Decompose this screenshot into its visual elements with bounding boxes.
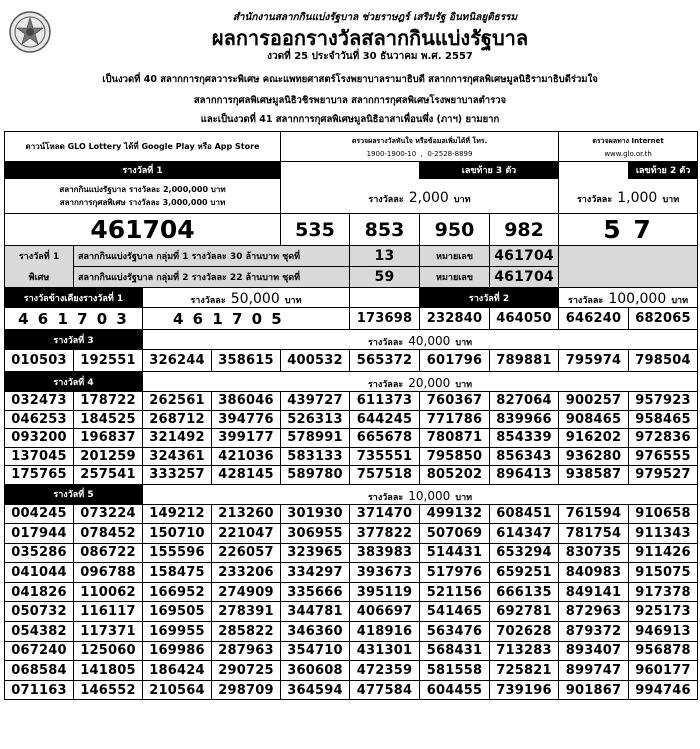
- prize5-number: 041826: [5, 582, 74, 602]
- prize4-number: 938587: [559, 466, 629, 485]
- prize4-row: [5, 410, 698, 429]
- prize3-number: 789881: [490, 350, 559, 372]
- prize5-header: [5, 484, 698, 504]
- prize4-number: 979527: [629, 466, 698, 485]
- prize5-number: 692781: [490, 602, 559, 622]
- prize5-number: 604455: [420, 680, 490, 700]
- prize4-number: 908465: [559, 410, 629, 429]
- prize5-label: รางวัลที่ 5: [5, 484, 143, 504]
- prize2-number: 464050: [490, 308, 559, 330]
- prize1-desc-1: สลากกินแบ่งรัฐบาล รางวัลละ 2,000,000 บาท: [59, 185, 226, 194]
- prize4-number: 957923: [629, 392, 698, 411]
- prize5-number: 659251: [490, 563, 559, 583]
- prize5-amount-prefix: รางวัลละ: [367, 492, 404, 503]
- results-header: [0, 0, 700, 130]
- prize4-number: 268712: [143, 410, 212, 429]
- prize4-number: 644245: [350, 410, 420, 429]
- prize5-number: 899747: [559, 661, 629, 681]
- prize1-label: รางวัลที่ 1: [5, 162, 281, 179]
- prize4-header: [5, 372, 698, 392]
- prize5-number: 994746: [629, 680, 698, 700]
- prize4-number: 757518: [350, 466, 420, 485]
- special-number-1: 461704: [490, 246, 559, 267]
- prize5-number: 901867: [559, 680, 629, 700]
- prize5-number: 158475: [143, 563, 212, 583]
- prize5-number: 301930: [281, 504, 350, 524]
- prize5-number: 169505: [143, 602, 212, 622]
- special-numlabel-2: หมายเลข: [420, 267, 490, 288]
- prize3-number: 010503: [5, 350, 74, 372]
- charity-line-1: เป็นงวดที่ 40 สลากการกุศลวาระพิเศษ คณะแพทยศาสตร์โรงพยาบาลรามาธิบดี สลากการกุศลพิเศษมูลนิธิรามาธิบดีร่วมใจ: [102, 74, 598, 85]
- results-table: [4, 131, 698, 700]
- prize5-number: 169986: [143, 641, 212, 661]
- prize5-number: 911343: [629, 524, 698, 544]
- prize4-number: 201259: [74, 447, 143, 466]
- prize4-number: 526313: [281, 410, 350, 429]
- prize5-number: 306955: [281, 524, 350, 544]
- prize5-number: 499132: [420, 504, 490, 524]
- prize3-header: [5, 330, 698, 350]
- prize4-number: 760367: [420, 392, 490, 411]
- prize5-number: 563476: [420, 622, 490, 642]
- prize4-number: 184525: [74, 410, 143, 429]
- prize3-number: 358615: [212, 350, 281, 372]
- near-prize2-numbers: [5, 308, 698, 330]
- prize5-number: 830735: [559, 543, 629, 563]
- last2-label: เลขท้าย 2 ตัว: [629, 162, 698, 179]
- prize5-number: 581558: [420, 661, 490, 681]
- prize5-number: 879372: [559, 622, 629, 642]
- prize5-number: 073224: [74, 504, 143, 524]
- front3-amount: [281, 179, 559, 214]
- prize5-number: 393673: [350, 563, 420, 583]
- prize4-number: 578991: [281, 429, 350, 448]
- prize5-number: 507069: [420, 524, 490, 544]
- last2-amount-suffix: บาท: [662, 194, 680, 205]
- prize5-number: 418916: [350, 622, 420, 642]
- prize5-number: 713283: [490, 641, 559, 661]
- prize4-number: 257541: [74, 466, 143, 485]
- prize5-number: 186424: [143, 661, 212, 681]
- near1-number-2: 4 6 1 7 0 5: [143, 308, 350, 330]
- prize4-number: 856343: [490, 447, 559, 466]
- front3-number: 982: [490, 214, 559, 246]
- prize5-number: 166952: [143, 582, 212, 602]
- prize5-row: [5, 602, 698, 622]
- prize5-number: 221047: [212, 524, 281, 544]
- prize3-amount: [143, 330, 698, 350]
- prize5-number: 517976: [420, 563, 490, 583]
- prize4-number: 665678: [350, 429, 420, 448]
- prize4-row: [5, 447, 698, 466]
- prize5-number: 960177: [629, 661, 698, 681]
- prize5-number: 323965: [281, 543, 350, 563]
- prize5-number: 666135: [490, 582, 559, 602]
- prize3-number: 326244: [143, 350, 212, 372]
- prize-amount-row: [5, 179, 698, 214]
- prize5-number: 383983: [350, 543, 420, 563]
- prize4-number: 839966: [490, 410, 559, 429]
- special-number-2: 461704: [490, 267, 559, 288]
- prize5-row: [5, 622, 698, 642]
- prize5-number: 344781: [281, 602, 350, 622]
- prize4-number: 428145: [212, 466, 281, 485]
- prize5-amount-value: 10,000: [408, 488, 451, 503]
- prize4-number: 896413: [490, 466, 559, 485]
- prize4-number: 386046: [212, 392, 281, 411]
- prize5-number: 004245: [5, 504, 74, 524]
- prize5-row: [5, 524, 698, 544]
- prize2-number: 646240: [559, 308, 629, 330]
- near1-amount-prefix: รางวัลละ: [190, 296, 226, 306]
- prize5-number: 068584: [5, 661, 74, 681]
- special-set-2: 59: [350, 267, 420, 288]
- prize5-number: 915075: [629, 563, 698, 583]
- special-label-2: พิเศษ: [5, 267, 74, 288]
- last2-amount-prefix: รางวัลละ: [576, 194, 613, 205]
- prize5-number: 893407: [559, 641, 629, 661]
- last2-amount-value: 1,000: [617, 189, 658, 206]
- prize5-number: 054382: [5, 622, 74, 642]
- phone-2: 0-2528-8899: [427, 149, 473, 158]
- prize4-number: 321492: [143, 429, 212, 448]
- prize4-number: 196837: [74, 429, 143, 448]
- prize5-number: 210564: [143, 680, 212, 700]
- near1-number-1: 4 6 1 7 0 3: [5, 308, 143, 330]
- prize5-number: 917378: [629, 582, 698, 602]
- prize2-number: 232840: [420, 308, 490, 330]
- prize5-number: 096788: [74, 563, 143, 583]
- prize5-row: [5, 661, 698, 681]
- prize4-number: 611373: [350, 392, 420, 411]
- prize3-number: 795974: [559, 350, 629, 372]
- prize5-number: 285822: [212, 622, 281, 642]
- prize4-number: 137045: [5, 447, 74, 466]
- prize4-number: 324361: [143, 447, 212, 466]
- prize5-amount-suffix: บาท: [455, 492, 473, 503]
- prize4-number: 394776: [212, 410, 281, 429]
- prize4-row: [5, 466, 698, 485]
- prize5-row: [5, 582, 698, 602]
- prize4-number: 972836: [629, 429, 698, 448]
- prize4-number: 093200: [5, 429, 74, 448]
- prize5-number: 335666: [281, 582, 350, 602]
- prize4-number: 936280: [559, 447, 629, 466]
- prize5-number: 067240: [5, 641, 74, 661]
- info-row: [5, 132, 698, 162]
- prize3-number: 192551: [74, 350, 143, 372]
- prize5-number: 149212: [143, 504, 212, 524]
- prize5-number: 541465: [420, 602, 490, 622]
- special-desc-1: สลากกินแบ่งรัฐบาล กลุ่มที่ 1 รางวัลละ 30 ล้านบาท ชุดที่: [74, 246, 350, 267]
- draw-date: งวดที่ 25 ประจำวันที่ 30 ธันวาคม พ.ศ. 2557: [267, 51, 473, 62]
- prize5-number: 017944: [5, 524, 74, 544]
- last2-number: 5 7: [559, 214, 698, 246]
- prize4-number: 780871: [420, 429, 490, 448]
- internet-url[interactable]: www.glo.or.th: [604, 149, 652, 158]
- phone-numbers: 1900-1900-10 , 0-2528-8899: [366, 149, 473, 158]
- prize5-number: 514431: [420, 543, 490, 563]
- prize4-number: 178722: [74, 392, 143, 411]
- front3-label: เลขท้าย 3 ตัว: [420, 162, 559, 179]
- prize5-number: 614347: [490, 524, 559, 544]
- prize5-number: 371470: [350, 504, 420, 524]
- prize5-number: 086722: [74, 543, 143, 563]
- prize5-row: [5, 543, 698, 563]
- front3-amount-prefix: รางวัลละ: [368, 194, 404, 205]
- prize5-number: 169955: [143, 622, 212, 642]
- prize5-number: 910658: [629, 504, 698, 524]
- prize5-row: [5, 563, 698, 583]
- last2-amount: [559, 179, 698, 214]
- special-set-1: 13: [350, 246, 420, 267]
- prize3-label: รางวัลที่ 3: [5, 330, 143, 350]
- prize4-number: 175765: [5, 466, 74, 485]
- prize4-number: 399177: [212, 429, 281, 448]
- page-title: ผลการออกรางวัลสลากกินแบ่งรัฐบาล: [211, 26, 529, 50]
- prize2-amount-prefix: รางวัลละ: [568, 296, 604, 306]
- prize5-number: 035286: [5, 543, 74, 563]
- prize4-number: 976555: [629, 447, 698, 466]
- prize5-number: 274909: [212, 582, 281, 602]
- prize4-row: [5, 392, 698, 411]
- spacer-a: [281, 162, 420, 179]
- prize5-number: 377822: [350, 524, 420, 544]
- special-row-2: [5, 267, 698, 288]
- prize3-number: 565372: [350, 350, 420, 372]
- prize4-number: 795850: [420, 447, 490, 466]
- prize5-number: 290725: [212, 661, 281, 681]
- prize5-numbers: [5, 504, 698, 700]
- prize4-amount: [143, 372, 698, 392]
- prize5-number: 146552: [74, 680, 143, 700]
- prize1-desc: [5, 179, 281, 214]
- special-blank-1: [559, 246, 698, 267]
- prize5-number: 653294: [490, 543, 559, 563]
- prize2-label: รางวัลที่ 2: [420, 288, 559, 308]
- main-numbers-row: [5, 214, 698, 246]
- prize4-number: 589780: [281, 466, 350, 485]
- office-line: สำนักงานสลากกินแบ่งรัฐบาล ช่วยราษฎร์ เสริมรัฐ อินทนิลยูติธรรม: [232, 12, 518, 23]
- prize2-amount-value: 100,000: [608, 291, 667, 307]
- phone-1: 1900-1900-10: [366, 149, 417, 158]
- prize1-desc-2: สลากการกุศลพิเศษ รางวัลละ 3,000,000 บาท: [59, 198, 226, 207]
- prize5-number: 568431: [420, 641, 490, 661]
- prize4-amount-prefix: รางวัลละ: [367, 380, 404, 390]
- prize4-number: 827064: [490, 392, 559, 411]
- internet-check: [559, 132, 698, 162]
- prize5-number: 346360: [281, 622, 350, 642]
- prize5-number: 041044: [5, 563, 74, 583]
- near1-amount-value: 50,000: [230, 291, 280, 307]
- spacer-c: [350, 288, 420, 308]
- prize5-number: 213260: [212, 504, 281, 524]
- prize5-number: 739196: [490, 680, 559, 700]
- prize5-number: 226057: [212, 543, 281, 563]
- prize4-number: 958465: [629, 410, 698, 429]
- prize5-number: 278391: [212, 602, 281, 622]
- special-numlabel-1: หมายเลข: [420, 246, 490, 267]
- prize3-number: 601796: [420, 350, 490, 372]
- prize5-number: 521156: [420, 582, 490, 602]
- prize5-number: 781754: [559, 524, 629, 544]
- prize4-number: 854339: [490, 429, 559, 448]
- prize4-row: [5, 429, 698, 448]
- prize5-number: 298709: [212, 680, 281, 700]
- prize4-number: 805202: [420, 466, 490, 485]
- prize4-number: 771786: [420, 410, 490, 429]
- prize5-number: 702628: [490, 622, 559, 642]
- front3-number: 535: [281, 214, 350, 246]
- prize5-number: 406697: [350, 602, 420, 622]
- prize5-amount: [143, 484, 698, 504]
- prize5-number: 141805: [74, 661, 143, 681]
- prize5-number: 117371: [74, 622, 143, 642]
- prize5-number: 078452: [74, 524, 143, 544]
- prize5-number: 472359: [350, 661, 420, 681]
- near1-amount-suffix: บาท: [284, 296, 302, 306]
- prize5-number: 155596: [143, 543, 212, 563]
- prize4-number: 046253: [5, 410, 74, 429]
- prize5-number: 608451: [490, 504, 559, 524]
- prize5-number: 110062: [74, 582, 143, 602]
- phone-check: [281, 132, 559, 162]
- prize5-row: [5, 641, 698, 661]
- special-blank-2: [559, 267, 698, 288]
- prize5-number: 872963: [559, 602, 629, 622]
- front3-number: 950: [420, 214, 490, 246]
- prize5-number: 956878: [629, 641, 698, 661]
- front3-number: 853: [350, 214, 420, 246]
- prize2-amount: [559, 288, 698, 308]
- prize4-amount-value: 20,000: [408, 376, 451, 390]
- phone-check-title: ตรวจผลรางวัลทันใจ หรือข้อมลเพิ่มได้ที่ โทร.: [351, 136, 488, 145]
- prize4-number: 262561: [143, 392, 212, 411]
- prize5-number: 761594: [559, 504, 629, 524]
- prize3-number: 798504: [629, 350, 698, 372]
- prize5-number: 849141: [559, 582, 629, 602]
- internet-title: ตรวจผลทาง Internet: [592, 136, 664, 145]
- prize5-number: 125060: [74, 641, 143, 661]
- prize5-number: 287963: [212, 641, 281, 661]
- special-label-1: รางวัลที่ 1: [5, 246, 74, 267]
- prize3-amount-suffix: บาท: [455, 338, 473, 348]
- near1-label: รางวัลข้างเคียงรางวัลที่ 1: [5, 288, 143, 308]
- prize5-number: 364594: [281, 680, 350, 700]
- prize5-number: 946913: [629, 622, 698, 642]
- prize5-number: 431301: [350, 641, 420, 661]
- prize4-number: 421036: [212, 447, 281, 466]
- prize5-number: 925173: [629, 602, 698, 622]
- prize5-number: 334297: [281, 563, 350, 583]
- charity-line-2: สลากการกุศลพิเศษมูลนิธิวชิรพยาบาล สลากการกุศลพิเศษโรงพยาบาลตำรวจ: [193, 95, 507, 106]
- prize5-number: 477584: [350, 680, 420, 700]
- prize5-section: [5, 484, 698, 504]
- near1-amount: [143, 288, 350, 308]
- prize2-number: 173698: [350, 308, 420, 330]
- prize4-number: 583133: [281, 447, 350, 466]
- prize4-number: 333257: [143, 466, 212, 485]
- prize5-number: 233206: [212, 563, 281, 583]
- prize5-number: 071163: [5, 680, 74, 700]
- prize1-number: 461704: [5, 214, 281, 246]
- prize5-number: 725821: [490, 661, 559, 681]
- prize4-number: 735551: [350, 447, 420, 466]
- special-row-1: [5, 246, 698, 267]
- prize4-number: 900257: [559, 392, 629, 411]
- charity-line-3: และเป็นงวดที่ 41 สลากการกุศลพิเศษมูลนิธิอาสาเพื่อนพึ่ง (ภาฯ) ยามยาก: [200, 114, 500, 125]
- prize5-number: 116117: [74, 602, 143, 622]
- prize5-number: 150710: [143, 524, 212, 544]
- prize4-number: 916202: [559, 429, 629, 448]
- prize2-amount-suffix: บาท: [671, 296, 689, 306]
- prize5-row: [5, 504, 698, 524]
- prize5-number: 354710: [281, 641, 350, 661]
- prize5-number: 395119: [350, 582, 420, 602]
- prize5-number: 840983: [559, 563, 629, 583]
- prize3-number: 400532: [281, 350, 350, 372]
- prize4-number: 032473: [5, 392, 74, 411]
- front3-amount-value: 2,000: [408, 189, 449, 206]
- front3-amount-suffix: บาท: [453, 194, 471, 205]
- prize5-row: [5, 680, 698, 700]
- prize3-numbers: [5, 350, 698, 372]
- prize4-label: รางวัลที่ 4: [5, 372, 143, 392]
- special-desc-2: สลากกินแบ่งรัฐบาล กลุ่มที่ 2 รางวัลละ 22 ล้านบาท ชุดที่: [74, 267, 350, 288]
- prize4-numbers: [5, 392, 698, 485]
- download-note: ดาวน์โหลด GLO Lottery ได้ที่ Google Play หรือ App Store: [5, 132, 281, 162]
- prize5-number: 050732: [5, 602, 74, 622]
- prize5-number: 911426: [629, 543, 698, 563]
- spacer-b: [559, 162, 629, 179]
- prize2-number: 682065: [629, 308, 698, 330]
- prize1-header-row: [5, 162, 698, 179]
- prize3-amount-value: 40,000: [408, 334, 451, 348]
- prize4-amount-suffix: บาท: [455, 380, 473, 390]
- prize5-number: 360608: [281, 661, 350, 681]
- prize3-amount-prefix: รางวัลละ: [367, 338, 404, 348]
- prize4-number: 439727: [281, 392, 350, 411]
- near-prize2-header: [5, 288, 698, 308]
